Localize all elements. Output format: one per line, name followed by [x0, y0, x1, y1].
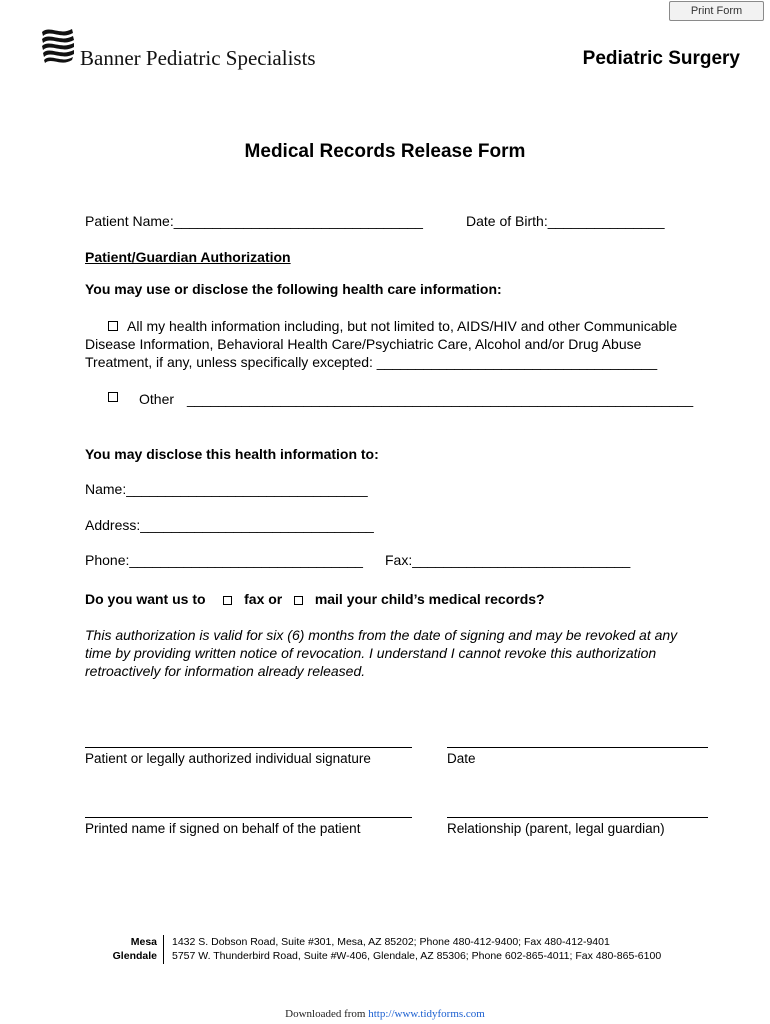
recipient-fax-field[interactable]: Fax:____________________________	[385, 552, 631, 568]
fax-checkbox[interactable]	[223, 596, 232, 605]
mail-label: mail your child’s medical records?	[314, 591, 545, 607]
location-address-mesa: 1432 S. Dobson Road, Suite #301, Mesa, AZ 85202; Phone 480-412-9400; Fax 480-412-9401	[172, 936, 610, 948]
validity-line-2: time by providing written notice of revocation. I understand I cannot revoke this authorization	[85, 645, 657, 661]
validity-line-1: This authorization is valid for six (6) months from the date of signing and may be revoked at any	[85, 627, 678, 643]
recipient-phone-field[interactable]: Phone:______________________________	[85, 552, 363, 568]
other-field[interactable]: _________________________________________________________________	[187, 391, 694, 407]
location-divider	[163, 935, 164, 964]
patient-name-field[interactable]: Patient Name:________________________________	[85, 213, 423, 229]
relationship-label: Relationship (parent, legal guardian)	[447, 821, 665, 836]
patient-signature-label: Patient or legally authorized individual signature	[85, 751, 371, 766]
logo-text: Banner Pediatric Specialists	[80, 46, 316, 70]
date-signature-line[interactable]	[447, 747, 708, 748]
relationship-line[interactable]	[447, 817, 708, 818]
use-disclose-heading: You may use or disclose the following health care information:	[85, 281, 502, 297]
recipient-name-field[interactable]: Name:_______________________________	[85, 481, 368, 497]
disclose-to-heading: You may disclose this health information to:	[85, 446, 379, 462]
fax-label: fax or	[244, 591, 283, 607]
location-city-mesa: Mesa	[130, 936, 157, 948]
location-address-glendale: 5757 W. Thunderbird Road, Suite #W-406, Glendale, AZ 85306; Phone 602-865-4011; Fax 480-865-6100	[172, 950, 662, 962]
validity-line-3: retroactively for information already released.	[85, 663, 366, 679]
other-label: Other	[139, 391, 175, 407]
delivery-question-start: Do you want us to	[85, 591, 206, 607]
patient-signature-line[interactable]	[85, 747, 412, 748]
all-info-line-3[interactable]: Treatment, if any, unless specifically excepted: ____________________________________	[85, 354, 658, 370]
location-city-glendale: Glendale	[112, 950, 157, 962]
footer-link[interactable]: http://www.tidyforms.com	[368, 1008, 485, 1020]
all-info-line-1: All my health information including, but not limited to, AIDS/HIV and other Communicable	[127, 318, 678, 334]
banner-flag-icon	[38, 26, 78, 68]
printed-name-line[interactable]	[85, 817, 412, 818]
footer-prefix: Downloaded from	[285, 1008, 369, 1020]
recipient-address-field[interactable]: Address:______________________________	[85, 517, 374, 533]
date-of-birth-field[interactable]: Date of Birth:_______________	[466, 213, 665, 229]
all-info-line-2: Disease Information, Behavioral Health Care/Psychiatric Care, Alcohol and/or Drug Abuse	[85, 336, 642, 352]
form-title: Medical Records Release Form	[244, 141, 526, 162]
printed-name-label: Printed name if signed on behalf of the patient	[85, 821, 361, 836]
mail-checkbox[interactable]	[294, 596, 303, 605]
all-info-paragraph	[85, 317, 730, 371]
department-title: Pediatric Surgery	[582, 48, 740, 69]
download-footer	[0, 1008, 770, 1020]
other-checkbox[interactable]	[108, 392, 118, 402]
date-signature-label: Date	[447, 751, 476, 766]
validity-paragraph	[85, 626, 730, 680]
print-form-button[interactable]: Print Form	[669, 1, 764, 21]
authorization-heading: Patient/Guardian Authorization	[85, 249, 291, 265]
delivery-question	[85, 591, 545, 607]
